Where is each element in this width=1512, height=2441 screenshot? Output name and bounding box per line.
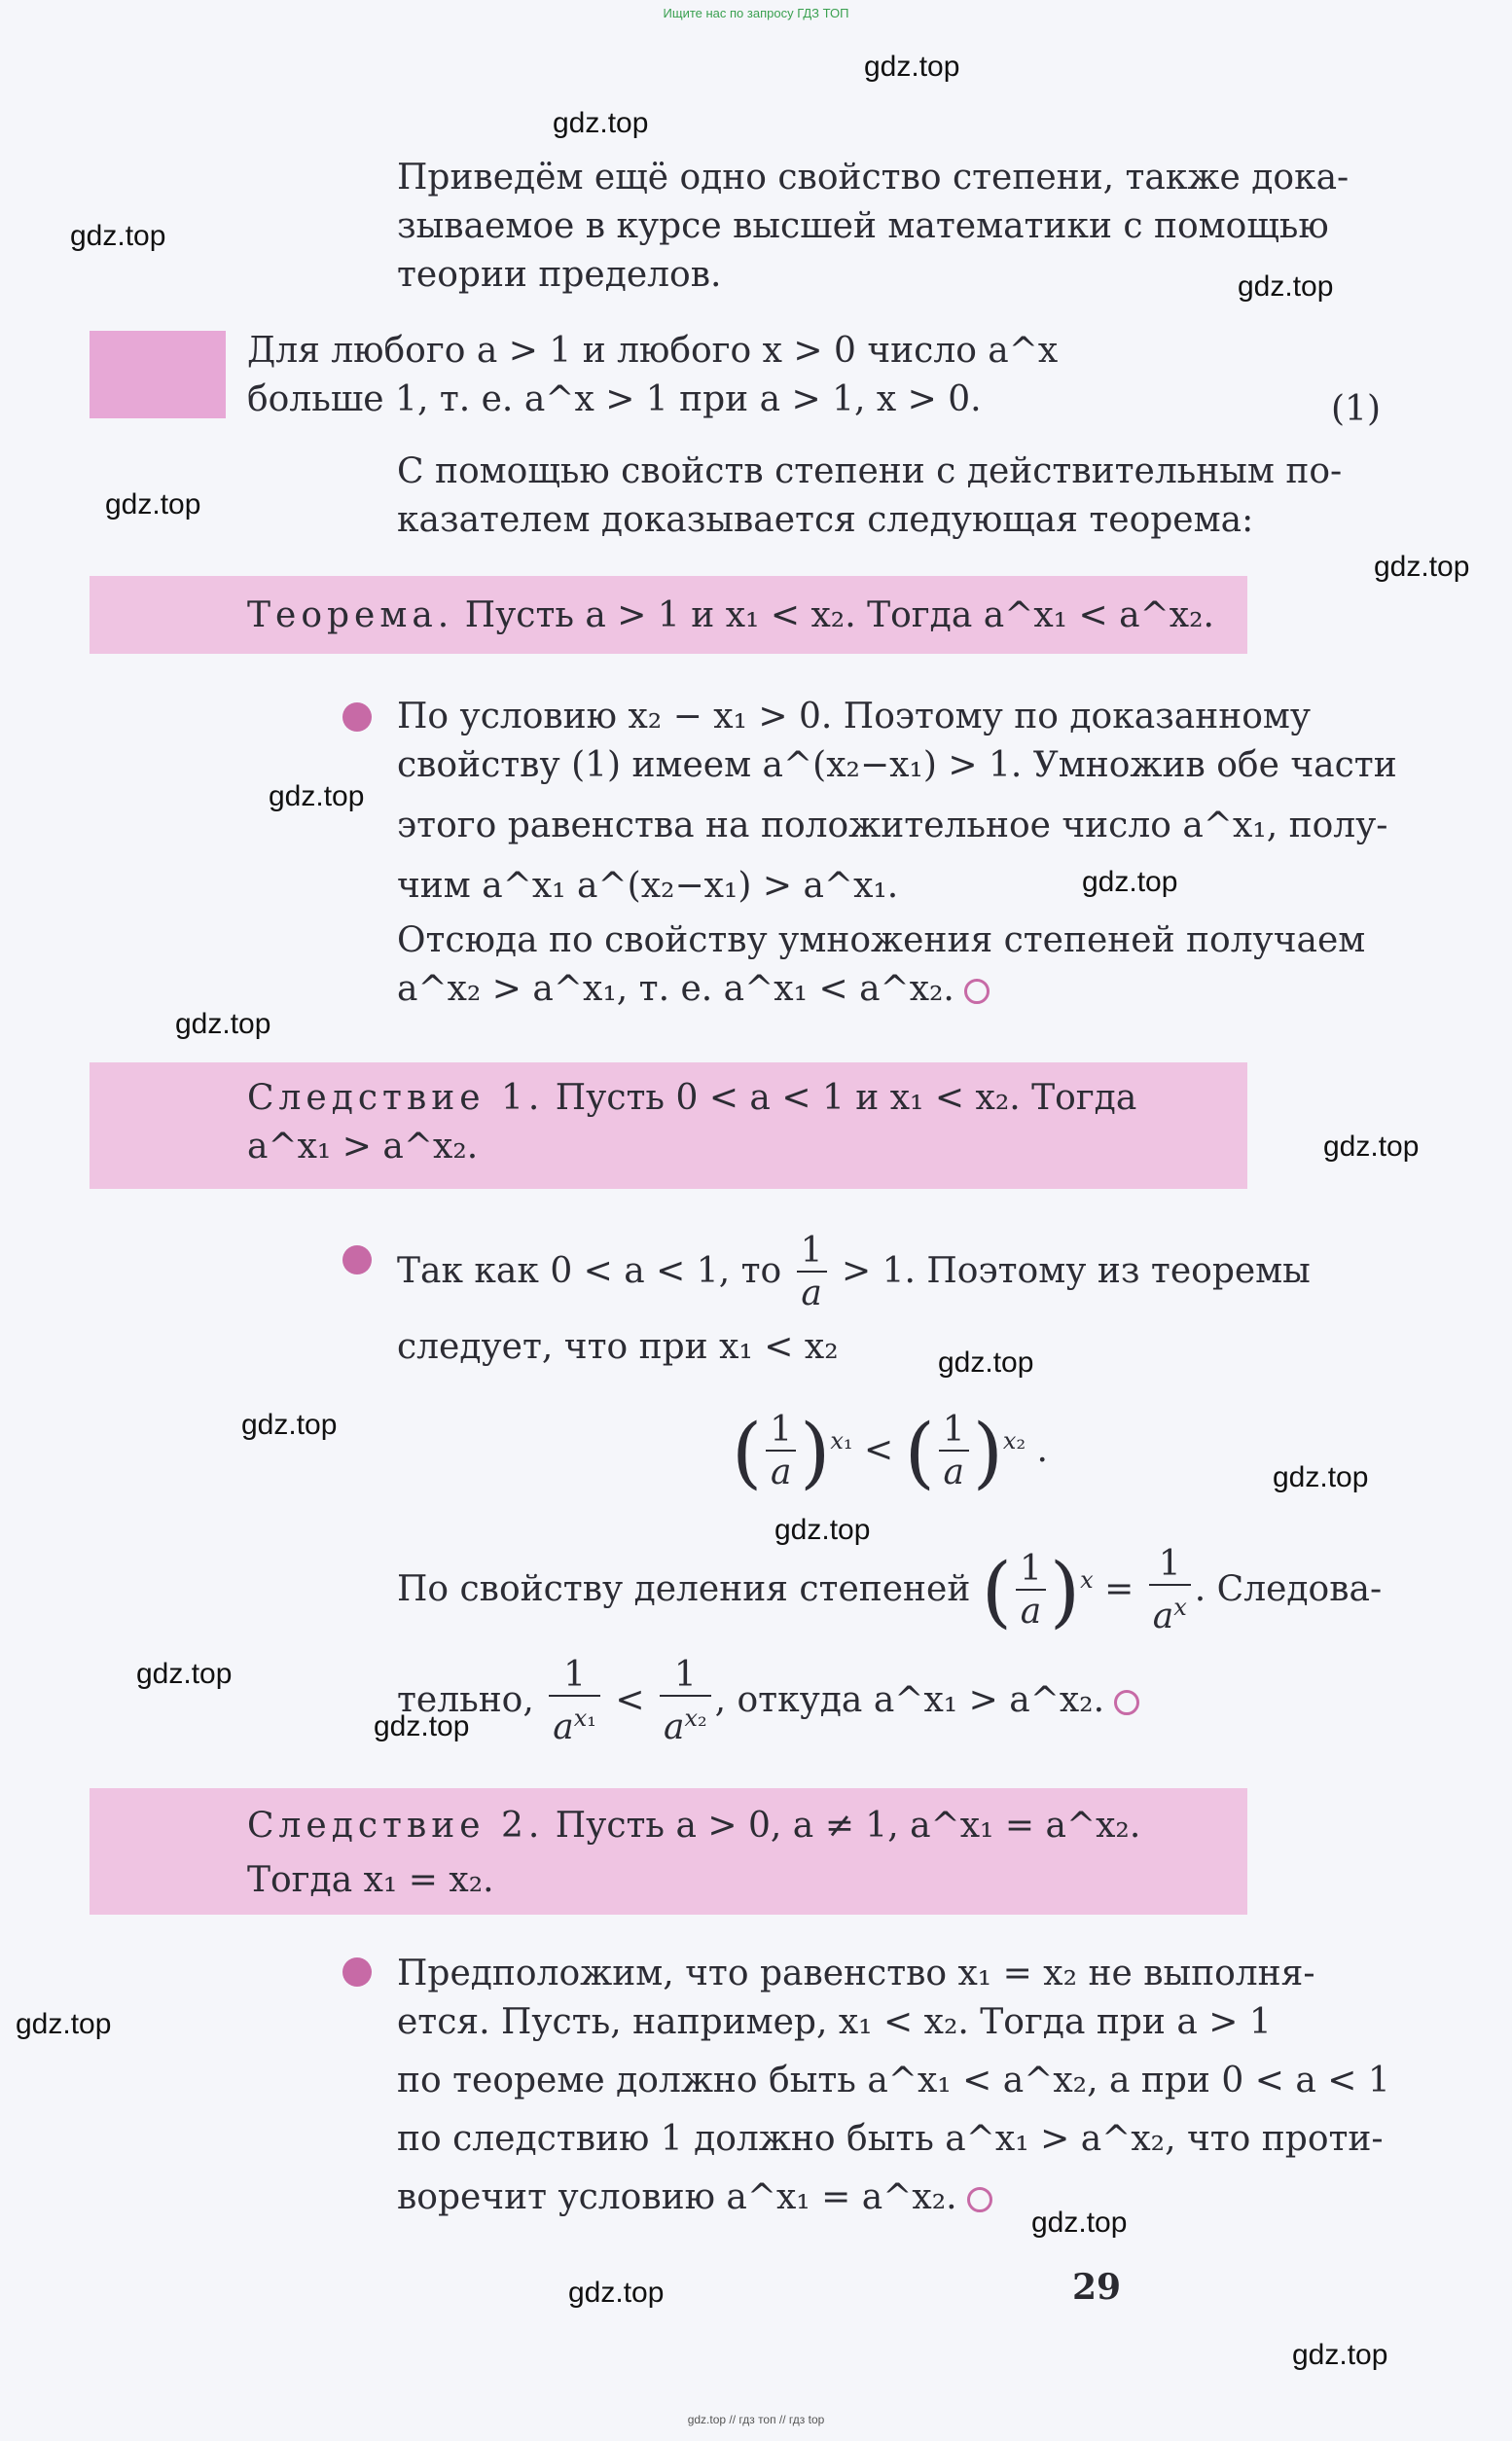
text-segment: a^x₂ > a^x₁, т. е. a^x₁ < a^x₂. [397,969,954,1009]
text-segment: воречит условию a^x₁ = a^x₂. [397,2177,957,2217]
text-line [397,2173,1382,2222]
fraction-numerator: 1 [797,1232,827,1273]
text-line: Для любого a > 1 и любого x > 0 число a^x [247,331,1059,371]
watermark: gdz.top [774,1514,871,1546]
text-line: свойству (1) имеем a^(x₂−x₁) > 1. Умножив обе части [397,745,1397,785]
text-line: следует, что при x₁ < x₂ [397,1327,839,1367]
watermark: gdz.top [269,780,365,812]
theorem-text: Пусть a > 1 и x₁ < x₂. Тогда a^x₁ < a^x₂. [464,595,1214,635]
watermark: gdz.top [1082,866,1178,898]
watermark: gdz.top [568,2277,665,2309]
proof-bullet [342,1957,372,1987]
text-line: С помощью свойств степени с действительным по- [397,451,1343,491]
intro-paragraph [397,154,1382,300]
text-line: По условию x₂ − x₁ > 0. Поэтому по доказанному [397,697,1312,736]
watermark: gdz.top [70,220,166,252]
end-of-proof-icon [964,979,990,1004]
text-line: зываемое в курсе высшей математики с помощью [397,206,1329,246]
text-line: по теореме должно быть a^x₁ < a^x₂, а при 0 < a < 1 [397,2061,1390,2100]
text-line: по следствию 1 должно быть a^x₁ > a^x₂, что проти- [397,2119,1384,2159]
corollary1 [247,1074,1136,1171]
corollary2-proof [397,1950,1390,2222]
end-of-proof-icon [967,2187,992,2212]
fraction-denominator: a [801,1274,822,1313]
text-line: Отсюда по свойству умножения степеней получаем [397,920,1366,960]
watermark: gdz.top [1292,2339,1388,2371]
formula-inequality: ( $\frac{1}{a}$ )$^{x_1}$ < ( $\frac{1}{a}$ )$^{x_2}$ . [732,1407,1048,1497]
theorem-proof [397,693,1397,1014]
theorem [247,592,1214,640]
watermark: gdz.top [938,1346,1034,1379]
watermark: gdz.top [136,1658,233,1690]
text-line: Предположим, что равенство x₁ = x₂ не выполня- [397,1954,1315,1993]
text-segment: Следова- [1216,1569,1383,1609]
text-line: a^x₁ > a^x₂. [247,1127,479,1167]
top-banner: Ищите нас по запросу ГДЗ ТОП [663,6,849,20]
page-number: 29 [1072,2267,1122,2308]
watermark: gdz.top [864,51,960,83]
corollary1-label: Следствие 1. [247,1078,545,1118]
corollary2 [247,1802,1140,1905]
watermark: gdz.top [1323,1131,1420,1163]
text-line: тельно, $\frac{1}{a^{x_1}}$ < $\frac{1}{a^{x_2}}$ , откуда a^x₁ > a^x₂. [397,1656,1139,1749]
property-number: (1) [1331,389,1381,429]
watermark: gdz.top [1273,1461,1369,1493]
text-line: казателем доказывается следующая теорема: [397,500,1254,540]
text-line [397,1232,1311,1315]
text-line: больше 1, т. е. a^x > 1 при a > 1, x > 0. [247,379,982,419]
text-line: Приведём ещё одно свойство степени, также дока- [397,158,1350,197]
lead-paragraph [397,448,1382,545]
corollary1-text: Пусть 0 < a < 1 и x₁ < x₂. Тогда [555,1078,1137,1118]
end-of-proof-icon [1114,1690,1139,1715]
watermark: gdz.top [553,107,649,139]
watermark: gdz.top [241,1409,338,1441]
corollary2-text: Пусть a > 0, a ≠ 1, a^x₁ = a^x₂. [555,1806,1141,1846]
text-segment: тельно, [397,1680,534,1720]
text-line: этого равенства на положительное число a^x₁, полу- [397,806,1388,845]
text-line: ется. Пусть, например, x₁ < x₂. Тогда при a > 1 [397,2002,1272,2042]
watermark: gdz.top [374,1710,470,1742]
theorem-label: Теорема. [247,595,454,635]
text-line: По свойству деления степеней ( $\frac{1}{a}$ )$^x$ = $\frac{1}{a^x}$ . Следова- [397,1544,1383,1636]
proof-bullet [342,702,372,732]
watermark: gdz.top [105,488,201,521]
fraction [797,1232,827,1315]
text-segment: Так как 0 < a < 1, то [397,1251,782,1291]
property-marker [90,331,226,418]
text-segment: По свойству деления степеней [397,1569,971,1609]
watermark: gdz.top [1374,551,1470,583]
text-segment: , откуда a^x₁ > a^x₂. [714,1680,1105,1720]
text-line: Тогда x₁ = x₂. [247,1860,494,1900]
watermark: gdz.top [175,1008,271,1040]
watermark: gdz.top [16,2008,112,2040]
bottom-banner: gdz.top // гдз топ // гдз top [687,2413,825,2426]
property-statement [247,327,1230,424]
watermark: gdz.top [1238,270,1334,303]
corollary2-label: Следствие 2. [247,1806,545,1846]
text-line: чим a^x₁ a^(x₂−x₁) > a^x₁. [397,866,899,906]
proof-bullet [342,1245,372,1274]
text-line: теории пределов. [397,255,722,295]
watermark: gdz.top [1031,2207,1128,2239]
text-line [397,965,1382,1014]
text-segment: > 1. Поэтому из теоремы [842,1251,1311,1291]
